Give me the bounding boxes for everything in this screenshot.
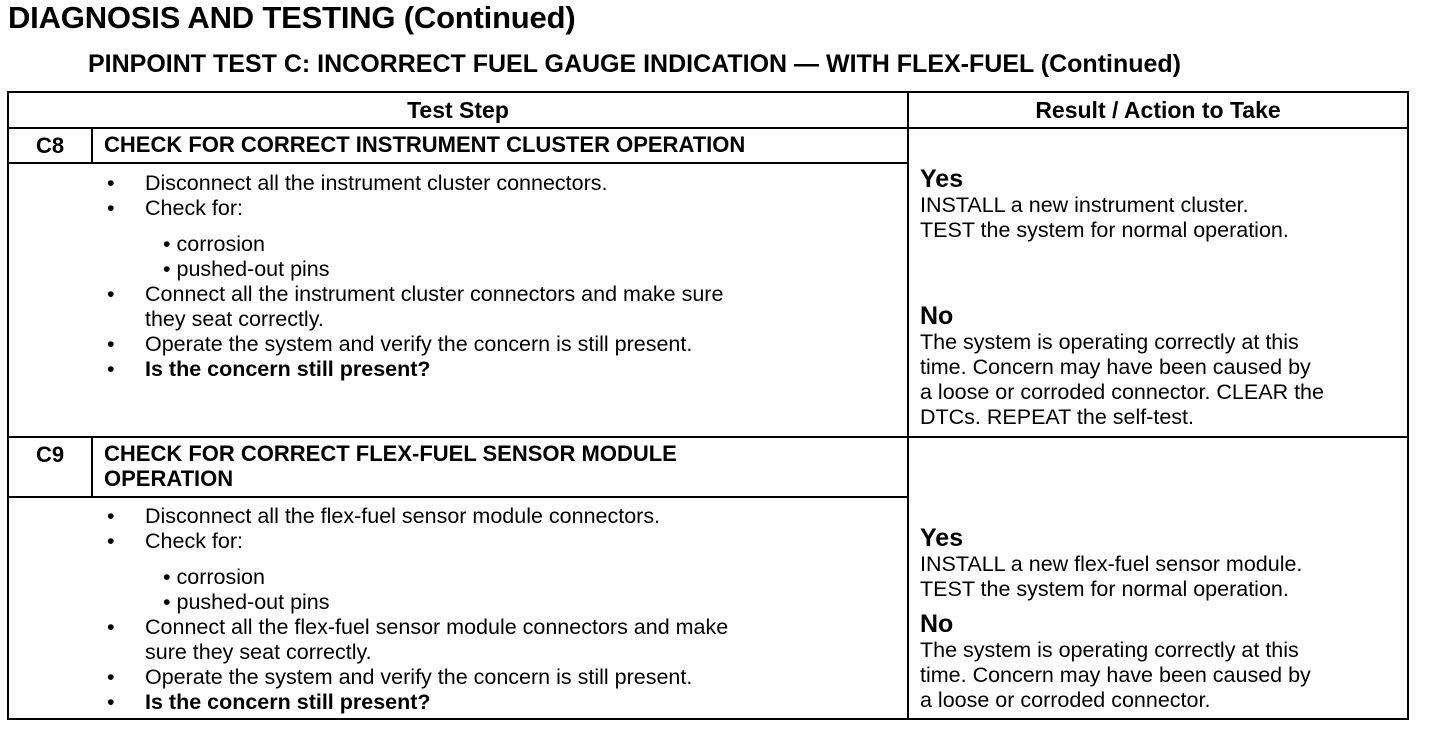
bullet-icon: • xyxy=(107,332,115,356)
c9-sub-1-text: corrosion xyxy=(176,565,265,589)
step-id-c8 xyxy=(7,127,93,164)
c9-bullet-4: Operate the system and verify the concern is still present. xyxy=(145,665,693,689)
c9-yes-label: Yes xyxy=(920,524,964,552)
bullet-icon: • xyxy=(107,282,115,306)
c9-no-label: No xyxy=(920,610,954,638)
c8-sub-2 xyxy=(163,257,330,282)
c8-sub-1-text: corrosion xyxy=(176,232,265,256)
step-title-c8-line1: CHECK FOR CORRECT INSTRUMENT CLUSTER OPERATION xyxy=(104,132,746,157)
c9-bullet-3-line2: sure they seat correctly. xyxy=(145,640,372,664)
c9-yes xyxy=(920,524,1302,602)
sub-bullet-icon: • xyxy=(163,590,171,614)
c8-bullet-4: Operate the system and verify the concern is still present. xyxy=(145,332,693,356)
bullet-icon: • xyxy=(107,504,115,528)
c9-no-line3: a loose or corroded connector. xyxy=(920,688,1211,712)
sub-bullet-icon: • xyxy=(163,565,171,589)
header-test-step-label: Test Step xyxy=(407,97,509,123)
c9-bullet-2: Check for: xyxy=(145,529,243,553)
c8-no-line3: a loose or corroded connector. CLEAR the xyxy=(920,380,1324,404)
bullet-icon: • xyxy=(107,615,115,639)
c9-bullet-5: Is the concern still present? xyxy=(145,690,431,714)
c8-yes-line2: TEST the system for normal operation. xyxy=(920,218,1289,242)
c8-no-line4: DTCs. REPEAT the self-test. xyxy=(920,405,1194,429)
c8-no-line1: The system is operating correctly at this xyxy=(920,330,1299,354)
header-result xyxy=(907,91,1409,129)
c8-bullet-2: Check for: xyxy=(145,196,243,220)
step-title-c9 xyxy=(91,436,909,498)
bullet-icon: • xyxy=(107,665,115,689)
header-result-label: Result / Action to Take xyxy=(1035,97,1281,123)
c9-yes-line1: INSTALL a new flex-fuel sensor module. xyxy=(920,552,1303,576)
step-id-c8-label: C8 xyxy=(35,133,65,158)
pinpoint-test-title: PINPOINT TEST C: INCORRECT FUEL GAUGE INDICATION — WITH FLEX-FUEL (Continued) xyxy=(88,50,1182,78)
step-id-c9 xyxy=(7,436,93,498)
c8-sub-2-text: pushed-out pins xyxy=(176,257,330,281)
c8-no-line2: time. Concern may have been caused by xyxy=(920,355,1311,379)
bullet-icon: • xyxy=(107,690,115,714)
c9-bullet-3-line1: Connect all the flex-fuel sensor module connectors and make xyxy=(145,615,729,639)
c9-no-line2: time. Concern may have been caused by xyxy=(920,663,1311,687)
step-title-c8 xyxy=(91,127,909,164)
c9-sub-1 xyxy=(163,565,265,590)
c9-yes-line2: TEST the system for normal operation. xyxy=(920,577,1289,601)
sub-bullet-icon: • xyxy=(163,232,171,256)
c8-bullet-3-line2: they seat correctly. xyxy=(145,307,324,331)
c8-bullet-1: Disconnect all the instrument cluster connectors. xyxy=(145,171,608,195)
step-body-c8 xyxy=(7,162,909,438)
c8-bullet-5: Is the concern still present? xyxy=(145,357,431,381)
c8-sub-1 xyxy=(163,232,265,257)
c9-sub-2-text: pushed-out pins xyxy=(176,590,330,614)
c8-yes xyxy=(920,165,1289,243)
result-c9 xyxy=(907,436,1409,720)
step-title-c9-line1: CHECK FOR CORRECT FLEX-FUEL SENSOR MODULE xyxy=(104,441,677,466)
page-heading: DIAGNOSIS AND TESTING (Continued) xyxy=(8,0,576,35)
step-id-c9-label: C9 xyxy=(35,442,65,467)
step-body-c9 xyxy=(7,496,909,720)
bullet-icon: • xyxy=(107,196,115,220)
step-title-c9-line2: OPERATION xyxy=(104,466,234,491)
result-c8 xyxy=(907,127,1409,438)
c8-yes-line1: INSTALL a new instrument cluster. xyxy=(920,193,1249,217)
c9-bullet-1: Disconnect all the flex-fuel sensor module connectors. xyxy=(145,504,661,528)
bullet-icon: • xyxy=(107,529,115,553)
c8-yes-label: Yes xyxy=(920,165,964,193)
bullet-icon: • xyxy=(107,357,115,381)
c8-bullet-3-line1: Connect all the instrument cluster connectors and make sure xyxy=(145,282,724,306)
c8-no-label: No xyxy=(920,302,954,330)
c9-no xyxy=(920,610,1311,713)
c9-no-line1: The system is operating correctly at this xyxy=(920,638,1299,662)
c9-sub-2 xyxy=(163,590,330,615)
header-test-step xyxy=(7,91,909,129)
sub-bullet-icon: • xyxy=(163,257,171,281)
c8-no xyxy=(920,302,1324,430)
bullet-icon: • xyxy=(107,171,115,195)
